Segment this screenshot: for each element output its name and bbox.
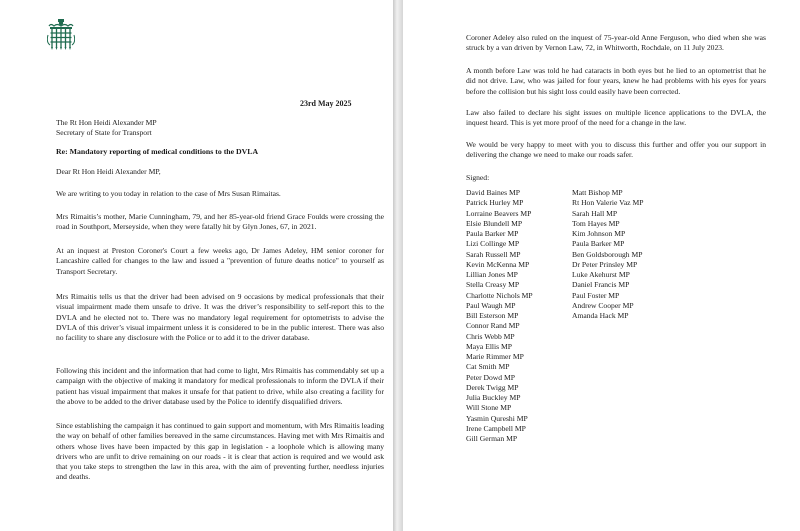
signatory-name: Gill German MP xyxy=(466,434,518,443)
signatory-name: Julia Buckley MP xyxy=(466,393,521,402)
signed-label: Signed: xyxy=(466,173,490,182)
signatory-name: Will Stone MP xyxy=(466,403,512,413)
letter-subject: Re: Mandatory reporting of medical conditions to the DVLA xyxy=(56,147,259,156)
signatory-name: Lillian Jones MP xyxy=(466,270,518,279)
signatory-name: Dr Peter Prinsley MP xyxy=(572,259,638,269)
signatory-name: Sarah Russell MP xyxy=(466,249,521,259)
signatory-name: Cat Smith MP xyxy=(466,362,510,372)
signatory-name: Marie Rimmer MP xyxy=(466,352,524,361)
paragraph: We would be very happy to meet with you to discuss this further and offer you our support in delivering the change we need to make our roads safer. xyxy=(466,140,766,160)
paragraph: Since establishing the campaign it has continued to gain support and momentum, with Mrs Rimaitis leading the way on behalf of other families bereaved in the same circumstances. Having met with Mrs Rimaitis and others whose lives have been impacted by this gap in legislation - a loophole which is allowing many drivers who are unfit to drive remaining on our roads - it is clear that action is required and we would ask that you take steps to strengthen the law in this area, with the aim of preventing further, needless injuries and deaths. xyxy=(56,421,384,482)
signatory-name: Stella Creasy MP xyxy=(466,280,520,290)
signatory-name: Elsie Blundell MP xyxy=(466,218,523,228)
paragraph: Law also failed to declare his sight issues on multiple licence applications to the DVLA, the inquest heard. This is yet more proof of the need for a change in the law. xyxy=(466,108,766,128)
signatory-name: Amanda Hack MP xyxy=(572,311,629,320)
paragraph: Mrs Rimaitis’s mother, Marie Cunningham, 79, and her 85-year-old friend Grace Foulds were crossing the road in Southport, Merseyside, when they were fatally hit by Glyn Jones, 67, in 2021. xyxy=(56,212,384,232)
paragraph: Following this incident and the information that had come to light, Mrs Rimaitis has commendably set up a campaign with the objective of making it mandatory for medical professionals to inform the DVLA if their patient has visual impairment that makes it unsafe for that patient to drive, while also creating a facility for the above to be added to the driver database used by the Police to identify disqualified drivers. xyxy=(56,366,384,406)
signatory-name: Kevin McKenna MP xyxy=(466,259,530,269)
page-gutter xyxy=(393,0,403,531)
signatory-name: Paul Foster MP xyxy=(572,290,620,300)
recipient-title: Secretary of State for Transport xyxy=(56,128,152,138)
signatory-name: Paul Waugh MP xyxy=(466,300,516,310)
signatory-name: Andrew Cooper MP xyxy=(572,300,634,310)
letter-date: 23rd May 2025 xyxy=(300,99,352,108)
signatory-name: Connor Rand MP xyxy=(466,321,520,331)
signatory-name: Paula Barker MP xyxy=(572,239,625,249)
signatory-name: Sarah Hall MP xyxy=(572,208,618,218)
signatory-name: Ben Goldsborough MP xyxy=(572,249,643,259)
signatory-name: Charlotte Nichols MP xyxy=(466,290,533,300)
signatories-column-2 xyxy=(572,188,643,321)
signatory-name: Paula Barker MP xyxy=(466,229,519,238)
signatory-name: Maya Ellis MP xyxy=(466,341,512,351)
paragraph: At an inquest at Preston Coroner's Court a few weeks ago, Dr James Adeley, HM senior coroner for Lancashire called for changes to the law and issued a "prevention of future deaths notice" to yourself as Transport Secretary. xyxy=(56,246,384,276)
signatory-name: Matt Bishop MP xyxy=(572,188,623,197)
signatory-name: Irene Campbell MP xyxy=(466,423,526,433)
signatory-name: Derek Twigg MP xyxy=(466,382,519,392)
signatories-column-1 xyxy=(466,188,533,444)
signatory-name: Yasmin Qureshi MP xyxy=(466,413,528,423)
salutation: Dear Rt Hon Heidi Alexander MP, xyxy=(56,167,161,176)
signatory-name: Bill Esterson MP xyxy=(466,311,519,320)
signatory-name: Chris Webb MP xyxy=(466,331,515,341)
signatory-name: Lorraine Beavers MP xyxy=(466,208,532,218)
signatory-name: Kim Johnson MP xyxy=(572,229,626,238)
signatory-name: Luke Akehurst MP xyxy=(572,270,630,279)
signatory-name: David Baines MP xyxy=(466,188,520,197)
paragraph: Coroner Adeley also ruled on the inquest of 75-year-old Anne Ferguson, who died when she was struck by a van driven by Vernon Law, 72, in Whitworth, Rochdale, on 11 July 2023. xyxy=(466,33,766,53)
portcullis-crest-icon xyxy=(47,18,75,52)
recipient-block xyxy=(56,118,376,139)
paragraph: We are writing to you today in relation to the case of Mrs Susan Rimaitas. xyxy=(56,189,281,198)
signatory-name: Daniel Francis MP xyxy=(572,280,630,290)
paragraph: Mrs Rimaitis tells us that the driver had been advised on 9 occasions by medical professionals that their visual impairment made them unsafe to drive. It was the driver’s responsibility to self-report this to the DVLA and he elected not to. There was no mandatory legal requirement for optometrists to advise the DVLA of this driver’s visual impairment unless it is considered to be in the public interest. There was also no facility to share any disclosure with the Police or to add it to the driver database. xyxy=(56,292,384,343)
signatory-name: Patrick Hurley MP xyxy=(466,198,524,208)
recipient-name: The Rt Hon Heidi Alexander MP xyxy=(56,118,157,127)
signatory-name: Rt Hon Valerie Vaz MP xyxy=(572,198,644,208)
signatory-name: Peter Dowd MP xyxy=(466,372,515,382)
signatory-name: Tom Hayes MP xyxy=(572,218,620,228)
paragraph: A month before Law was told he had cataracts in both eyes but he lied to an optometrist that he did not drive. Law, who was jailed for four years, knew he had problems with his eyes for years before the collision but his sight loss could easily have been corrected. xyxy=(466,66,766,96)
signatory-name: Lizi Collinge MP xyxy=(466,239,520,249)
